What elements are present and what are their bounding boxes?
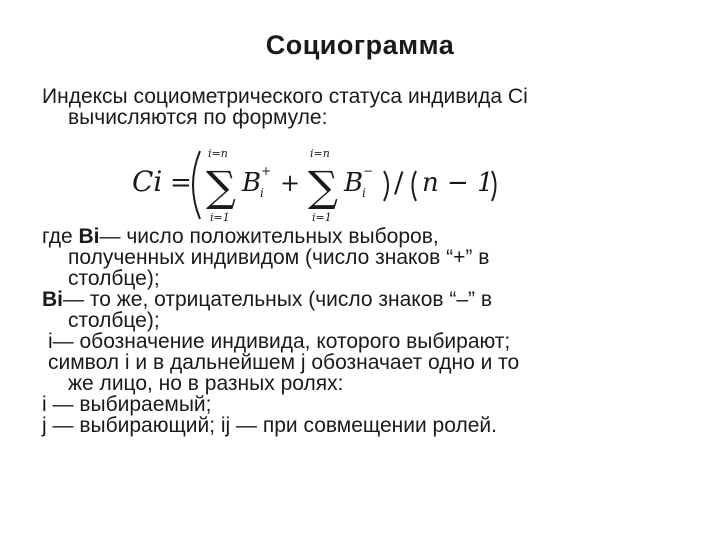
intro-paragraph — [42, 86, 707, 128]
denominator-left-paren — [413, 171, 417, 201]
bi-plus-label: Bi — [78, 225, 100, 248]
right-paren — [384, 171, 388, 201]
term1-B: B — [242, 168, 262, 198]
i-definition: i— обозначение индивида, которого выбирают; — [48, 330, 511, 353]
term1-superscript: + — [261, 164, 272, 178]
status-index-formula — [130, 145, 530, 225]
formula-equals: = — [170, 168, 192, 198]
term2-subscript: i — [362, 186, 366, 200]
definitions-block — [42, 226, 707, 436]
sum2-sigma: ∑ — [308, 162, 338, 211]
sum2-lower-limit: i=1 — [312, 211, 332, 224]
j-choosing-line: j — выбирающий; ij — при совмещении ролей. — [42, 414, 497, 437]
formula-divide: / — [394, 166, 404, 199]
intro-line-1: Индексы социометрического статуса индивида Сi — [42, 85, 528, 108]
formula-lhs: Ci — [132, 165, 163, 198]
bi-minus-line-1 — [42, 289, 707, 310]
term2-superscript: − — [363, 164, 374, 178]
left-paren — [193, 151, 200, 219]
where-prefix: где — [42, 225, 79, 248]
bi-plus-text-1: — число положительных выборов, — [99, 225, 439, 248]
bi-minus-line-2: столбце); — [68, 309, 160, 332]
bi-plus-line-2: полученных индивидом (число знаков “+” в — [68, 246, 490, 269]
bi-plus-line-3: столбце); — [68, 267, 160, 290]
bi-minus-text-1: — то же, отрицательных (число знаков “–” в — [63, 288, 493, 311]
formula-denominator: n − 1 — [422, 168, 494, 198]
term2-B: B — [344, 168, 364, 198]
slide-title: Социограмма — [265, 30, 455, 60]
sum2-upper-limit: i=n — [310, 147, 330, 160]
sum1-lower-limit: i=1 — [210, 211, 230, 224]
symbol-line-2: же лицо, но в разных ролях: — [68, 372, 344, 395]
bi-plus-line-1 — [42, 226, 707, 247]
term1-subscript: i — [260, 186, 264, 200]
i-chosen-line: i — выбираемый; — [42, 393, 212, 416]
sum1-upper-limit: i=n — [208, 147, 228, 160]
bi-minus-label: Bi — [42, 288, 63, 311]
intro-line-2: вычисляются по формуле: — [68, 106, 328, 129]
symbol-line-1: символ i и в дальнейшем j обозначает одно и то — [48, 351, 520, 374]
sum1-sigma: ∑ — [206, 162, 236, 211]
formula-plus: + — [280, 169, 301, 197]
